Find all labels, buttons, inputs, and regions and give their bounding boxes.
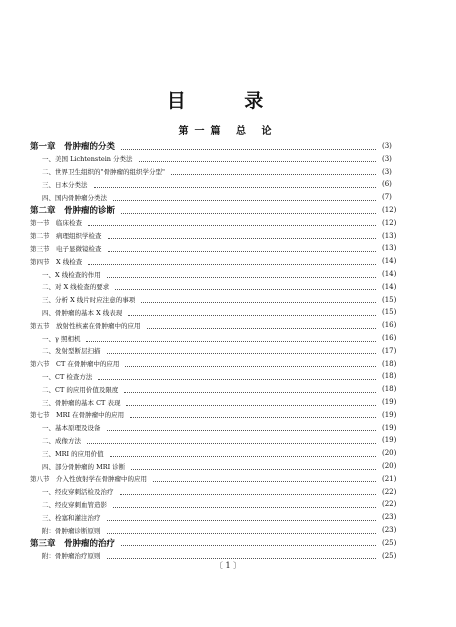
toc-subentry [0, 396, 456, 408]
toc-subentry [0, 422, 456, 434]
dot-leader [171, 174, 376, 175]
toc-entry-title: 四、部分骨肿瘤的 MRI 诊断 [42, 462, 126, 471]
toc-entry-title: 第二节 病理组织学检查 [30, 232, 102, 241]
toc-entry-title: 第一节 临床检查 [30, 219, 82, 228]
toc-section-entry [0, 473, 456, 485]
dot-leader [107, 558, 377, 559]
toc-entry-page: (12) [382, 218, 397, 227]
toc-subentry [0, 178, 456, 190]
dot-leader [130, 417, 376, 418]
toc-entry-page: (16) [382, 321, 397, 330]
toc-subentry [0, 191, 456, 203]
toc-entry-page: (12) [382, 206, 397, 214]
toc-entry-page: (14) [382, 270, 397, 278]
toc-section-entry [0, 255, 456, 267]
toc-entry-page: (19) [382, 398, 397, 406]
dot-leader [94, 187, 377, 188]
dot-leader [141, 302, 376, 303]
toc-entry-title: 三、栓塞和灌注治疗 [42, 513, 101, 522]
toc-entry-title: 一、CT 检查方法 [42, 372, 93, 381]
toc-entry-page: (18) [382, 385, 397, 394]
toc-entry-title: 四、国内骨肿瘤分类法 [42, 193, 107, 202]
toc-entry-page: (16) [382, 334, 397, 342]
toc-entry-page: (3) [382, 142, 392, 150]
toc-entry-page: (19) [382, 410, 397, 419]
toc-subentry [0, 383, 456, 395]
toc-entry-title: 一、美国 Lichtenstein 分类法 [42, 155, 133, 164]
toc-entry-title: 第八节 介入性放射学在骨肿瘤中的应用 [30, 475, 147, 484]
toc-entry-page: (15) [382, 308, 397, 317]
dot-leader [131, 469, 376, 470]
dot-leader [125, 366, 376, 367]
dot-leader [107, 430, 377, 431]
toc-entry-title: 一、基本原理及设备 [42, 424, 101, 433]
toc-entry-title: 第一章 骨肿瘤的分类 [30, 142, 116, 152]
toc-entry-title: 附：骨肿瘤诊断原则 [42, 526, 101, 535]
part-heading: 第一篇 总 论 [178, 126, 278, 137]
toc-entry-title: 二、对 X 线检查的要求 [42, 283, 110, 292]
toc-entry-title: 四、骨肿瘤的基本 X 线表现 [42, 308, 123, 317]
toc-entry-title: 附：骨肿瘤治疗原则 [42, 552, 101, 561]
dot-leader [115, 289, 376, 290]
toc-entry-title: 二、CT 的应用价值及限度 [42, 385, 119, 394]
dot-leader [147, 328, 377, 329]
toc-subentry [0, 345, 456, 357]
toc-entry-page: (3) [382, 154, 392, 163]
toc-entry-page: (20) [382, 449, 397, 458]
toc-subentry [0, 447, 456, 459]
toc-entry-title: 一、X 线检查的作用 [42, 270, 101, 279]
toc-subentry [0, 370, 456, 382]
toc-entry-title: 二、成像方法 [42, 436, 81, 445]
toc-entry-page: (21) [382, 474, 397, 483]
toc-chapter-entry [0, 140, 456, 152]
dot-leader [107, 520, 377, 521]
toc-entry-title: 二、发射型断层扫描 [42, 347, 101, 356]
dot-leader [110, 456, 376, 457]
toc-entry-page: (20) [382, 462, 397, 470]
toc-entry-page: (7) [382, 193, 392, 202]
dot-leader [107, 533, 377, 534]
dot-leader [108, 251, 377, 252]
toc-entry-title: 第五节 放射性核素在骨肿瘤中的应用 [30, 321, 141, 330]
toc-subentry [0, 486, 456, 498]
toc-subentry [0, 524, 456, 536]
toc-entry-title: 三、骨肿瘤的基本 CT 表现 [42, 398, 121, 407]
toc-section-entry [0, 319, 456, 331]
toc-entry-page: (13) [382, 244, 397, 253]
toc-entry-page: (18) [382, 359, 397, 368]
toc-entry-title: 第四节 X 线检查 [30, 257, 83, 266]
toc-entry-title: 第三节 电子显微镜检查 [30, 244, 102, 253]
toc-entry-title: 二、经皮穿刺血管造影 [42, 500, 107, 509]
toc-entry-title: 第三章 骨肿瘤的治疗 [30, 538, 116, 549]
toc-section-entry [0, 242, 456, 254]
toc-subentry [0, 498, 456, 510]
toc-entry-page: (17) [382, 346, 397, 355]
toc-entry-page: (6) [382, 180, 392, 189]
toc-entry-page: (22) [382, 487, 397, 496]
toc-subentry [0, 434, 456, 446]
dot-leader [87, 443, 376, 444]
dot-leader [121, 149, 376, 150]
toc-subentry [0, 166, 456, 178]
toc-entry-title: 第六节 CT 在骨肿瘤中的应用 [30, 360, 120, 369]
dot-leader [107, 353, 377, 354]
toc-entry-title: 三、日本分类法 [42, 180, 88, 189]
dot-leader [121, 213, 376, 214]
dot-leader [153, 481, 376, 482]
dot-leader [126, 405, 376, 406]
toc-entry-title: 第二章 骨肿瘤的诊断 [30, 206, 116, 216]
toc-entry-page: (22) [382, 500, 397, 509]
dot-leader [128, 315, 376, 316]
dot-leader [124, 392, 376, 393]
toc-entry-page: (15) [382, 295, 397, 304]
toc-section-entry [0, 217, 456, 229]
toc-entry-page: (3) [382, 167, 392, 176]
toc-subentry [0, 511, 456, 523]
toc-subentry [0, 460, 456, 472]
toc-entry-title: 三、MRI 的应用价值 [42, 449, 104, 458]
toc-entry-title: 二、世界卫生组织的"骨肿瘤的组织学分型" [42, 168, 165, 177]
dot-leader [108, 238, 377, 239]
toc-section-entry [0, 230, 456, 242]
toc-subentry [0, 153, 456, 165]
toc-entry-page: (23) [382, 513, 397, 522]
page-number: 〔 1 〕 [214, 561, 242, 570]
toc-subentry [0, 294, 456, 306]
page-title: 目 录 [166, 90, 290, 112]
toc-entry-page: (23) [382, 526, 397, 534]
toc-entry-title: 第七节 MRI 在骨肿瘤中的应用 [30, 411, 125, 420]
toc-entry-page: (13) [382, 231, 397, 240]
toc-section-entry [0, 409, 456, 421]
toc-entry-page: (14) [382, 282, 397, 291]
dot-leader [113, 507, 376, 508]
dot-leader [113, 200, 376, 201]
toc-entry-title: 三、分析 X 线片时应注意的事项 [42, 296, 136, 305]
dot-leader [121, 545, 376, 546]
toc-entry-title: 一、γ 照相机 [42, 334, 81, 343]
toc-entry-page: (14) [382, 257, 397, 266]
dot-leader [86, 341, 376, 342]
toc-chapter-entry [0, 537, 456, 549]
toc-subentry [0, 281, 456, 293]
toc-entry-page: (25) [382, 551, 397, 560]
toc-entry-page: (19) [382, 436, 397, 445]
dot-leader [98, 379, 376, 380]
dot-leader [107, 277, 376, 278]
toc-entry-page: (18) [382, 372, 397, 381]
toc-subentry [0, 332, 456, 344]
toc-subentry [0, 306, 456, 318]
toc-section-entry [0, 358, 456, 370]
toc-subentry [0, 268, 456, 280]
dot-leader [139, 161, 376, 162]
dot-leader [88, 264, 376, 265]
dot-leader [120, 494, 377, 495]
toc-entry-title: 一、经皮穿刺活检及治疗 [42, 488, 114, 497]
toc-entry-page: (19) [382, 423, 397, 432]
toc-chapter-entry [0, 204, 456, 216]
toc-entry-page: (25) [382, 538, 397, 547]
dot-leader [88, 225, 376, 226]
